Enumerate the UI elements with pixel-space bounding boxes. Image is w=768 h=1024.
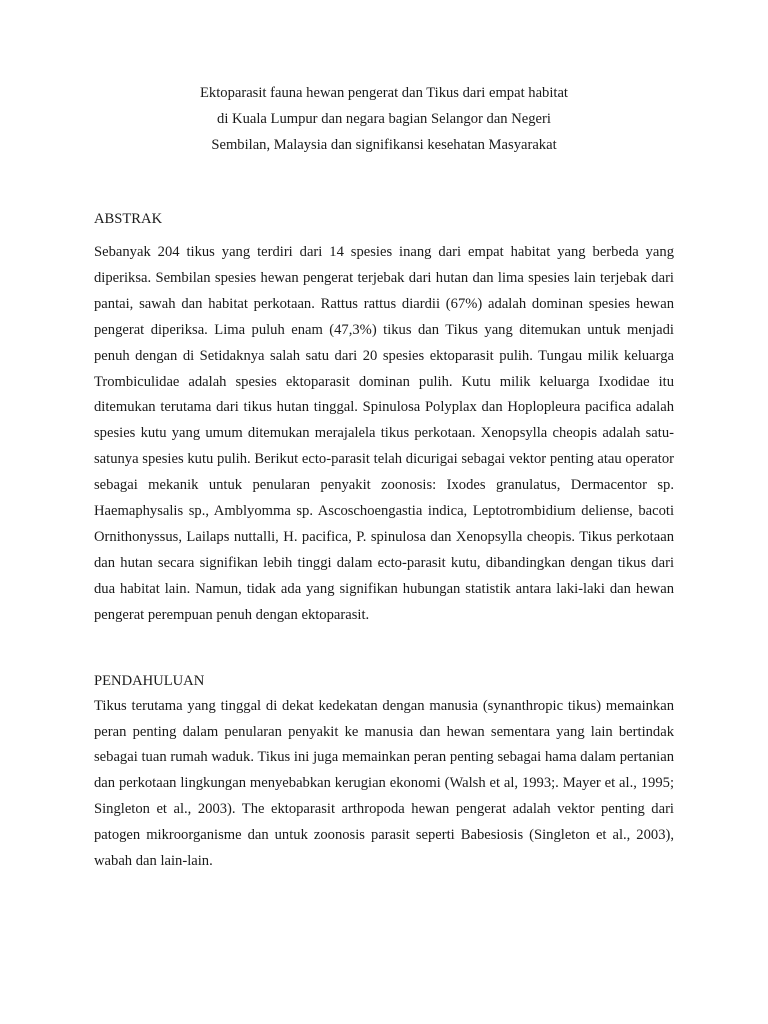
abstract-section [94, 206, 674, 629]
abstract-heading: ABSTRAK [94, 211, 163, 227]
introduction-heading: PENDAHULUAN [94, 672, 205, 689]
abstract-paragraph: Sebanyak 204 tikus yang terdiri dari 14 spesies inang dari empat habitat yang berbeda yang diperiksa. Sembilan spesies hewan pengerat terjebak dari hutan dan lima spesies lain terjebak dari pantai, sawah dan habitat perkotaan. Rattus rattus diardii (67%) adalah dominan spesies hewan pengerat diperiksa. Lima puluh enam (47,3%) tikus dan Tikus yang ditemukan untuk menjadi penuh dengan di Setidaknya salah satu dari 20 spesies ektoparasit pulih. Tungau milik keluarga Trombiculidae adalah spesies ektoparasit dominan pulih. Kutu milik keluarga Ixodidae itu ditemukan terutama dari tikus hutan tinggal. Spinulosa Polyplax dan Hoplopleura pacifica adalah spesies kutu yang umum ditemukan merajalela tikus perkotaan. Xenopsylla cheopis adalah satu-satunya spesies kutu pulih. Berikut ecto-parasit telah dicurigai sebagai vektor penting atau operator sebagai mekanik untuk penularan penyakit zoonosis: Ixodes granulatus, Dermacentor sp. Haemaphysalis sp., Amblyomma sp. Ascoschoengastia indica, Leptotrombidium deliense, bacoti Ornithonyssus, Lailaps nuttalli, H. pacifica, P. spinulosa dan Xenopsylla cheopis. Tikus perkotaan dan hutan secara signifikan lebih tinggi dalam ecto-parasit kutu, dibandingkan dengan tikus dari dua habitat lain. Namun, tidak ada yang signifikan hubungan statistik antara laki-laki dan hewan pengerat perempuan penuh dengan ektoparasit. [94, 244, 674, 623]
introduction-paragraph: Tikus terutama yang tinggal di dekat kedekatan dengan manusia (synanthropic tikus) memainkan peran penting dalam penularan penyakit ke manusia dan hewan sementara yang lain bertindak sebagai tuan rumah waduk. Tikus ini juga memainkan peran penting sebagai hama dalam pertanian dan perkotaan lingkungan menyebabkan kerugian ekonomi (Walsh et al, 1993;. Mayer et al., 1995; Singleton et al., 2003). The ektoparasit arthropoda hewan pengerat adalah vektor penting dari patogen mikroorganisme dan untuk zoonosis parasit seperti Babesiosis (Singleton et al., 2003), wabah dan lain-lain. [94, 697, 674, 870]
title-line-3: Sembilan, Malaysia dan signifikansi kesehatan Masyarakat [211, 137, 557, 153]
title-line-2: di Kuala Lumpur dan negara bagian Selangor dan Negeri [217, 111, 551, 127]
document-title [94, 80, 674, 158]
title-line-1: Ektoparasit fauna hewan pengerat dan Tikus dari empat habitat [200, 85, 568, 101]
introduction-section [94, 668, 674, 875]
document-page [94, 80, 674, 875]
